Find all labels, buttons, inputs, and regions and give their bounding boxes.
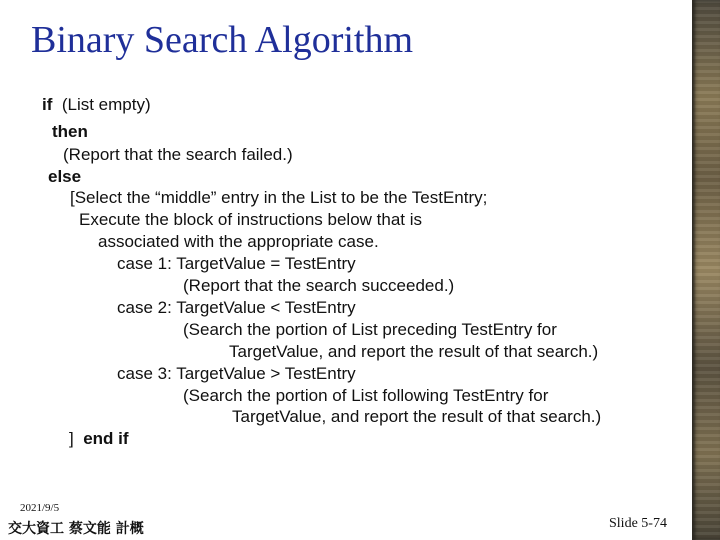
case3-body-line1: (Search the portion of List following TestEntry for — [183, 386, 549, 405]
keyword-if: if — [42, 95, 53, 114]
slide-title: Binary Search Algorithm — [31, 19, 414, 61]
keyword-end-if: end if — [83, 429, 129, 448]
execute-line: Execute the block of instructions below that is — [79, 210, 423, 229]
line-if — [42, 95, 151, 115]
case2-body-line1: (Search the portion of List preceding TestEntry for — [183, 320, 557, 339]
slide-number: Slide 5-74 — [609, 516, 667, 531]
footer-author: 交大資工 蔡文能 計概 — [8, 521, 144, 537]
case1-body: (Report that the search succeeded.) — [183, 276, 455, 295]
line-end-if — [69, 429, 129, 449]
case1-head: case 1: TargetValue = TestEntry — [117, 254, 356, 273]
footer-date: 2021/9/5 — [20, 502, 60, 514]
case3-body-line2: TargetValue, and report the result of that search.) — [232, 407, 602, 426]
if-condition: (List empty) — [61, 95, 151, 114]
keyword-else: else — [48, 167, 82, 186]
case3-head: case 3: TargetValue > TestEntry — [117, 364, 356, 383]
associated-line: associated with the appropriate case. — [98, 232, 379, 251]
close-bracket: ] — [69, 429, 74, 448]
then-body: (Report that the search failed.) — [63, 145, 293, 164]
select-line: [Select the “middle” entry in the List to be the TestEntry; — [70, 188, 488, 207]
case2-body-line2: TargetValue, and report the result of that search.) — [229, 342, 599, 361]
keyword-then: then — [52, 122, 88, 141]
decorative-side-strip — [692, 0, 720, 540]
case2-head: case 2: TargetValue < TestEntry — [117, 298, 356, 317]
